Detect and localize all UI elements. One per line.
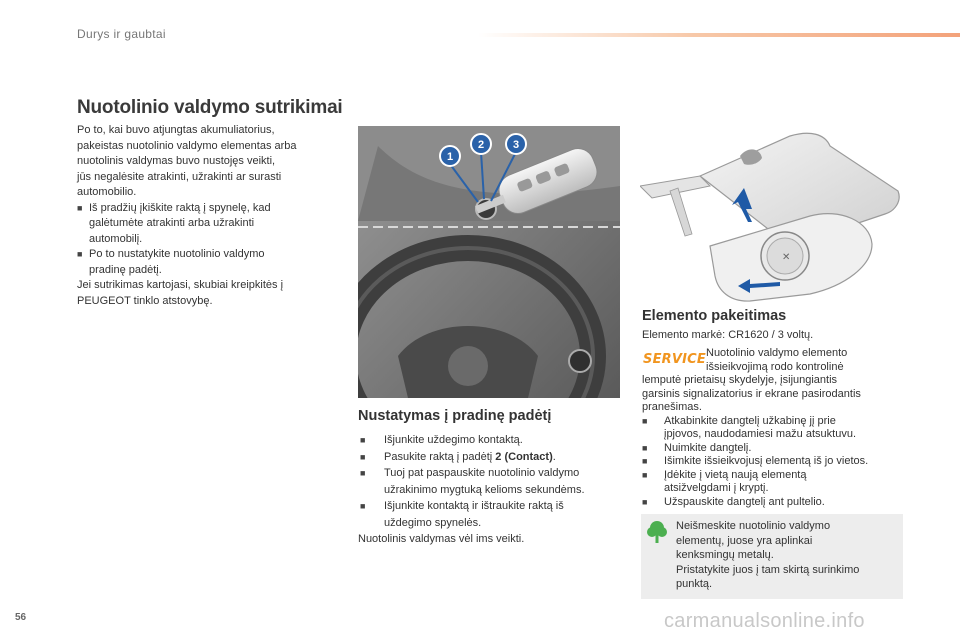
bullet-line: įpjovos, naudodamiesi mažu atsuktuvu. [664,428,856,440]
service-line: Nuotolinio valdymo elemento [706,347,848,359]
bullet-line: galėtumėte atrakinti arba užrakinti [89,217,255,229]
bullet-line-end: . [552,450,556,463]
header-accent-bar [478,33,960,37]
service-line: lemputė prietaisų skydelyje, įsijungiantis [642,374,838,386]
bullet-marker-icon: ■ [642,456,648,466]
reset-outro: Nuotolinis valdymas vėl ims veikti. [358,533,525,545]
intro-paragraph [77,123,337,201]
bullet-marker-icon: ■ [642,469,648,480]
bullet-marker-icon: ■ [642,415,648,426]
bullet-line: Užspauskite dangtelį ant pultelio. [664,495,825,508]
bullet-line: Išimkite išsieikvojusį elementą iš jo vietos. [664,455,869,467]
bullet-line: atsižvelgdami į kryptį. [664,482,769,494]
reset-section-title: Nustatymas į pradinę padėtį [358,408,552,424]
bullet-marker-icon: ■ [642,442,648,453]
battery-section-title: Elemento pakeitimas [642,308,787,324]
service-line: garsinis signalizatorius ir ekrane pasirodantis [642,387,861,400]
bullet-line: uždegimo spynelės. [384,516,482,529]
service-line: pranešimas. [642,401,702,413]
page-title: Nuotolinio valdymo sutrikimai [77,97,343,118]
tree-eco-icon [647,520,667,544]
note-line: Neišmeskite nuotolinio valdymo [676,520,831,532]
middle-bullet [358,432,623,449]
section-label: Durys ir gaubtai [77,27,166,41]
right-bullet [642,415,907,442]
key-position-label: 2 (Contact) [495,450,553,463]
callout-1-label: 1 [446,151,454,163]
bullet-line: Išjunkite kontaktą ir ištraukite raktą iš [384,500,564,512]
left-column [77,123,337,309]
bullet-line: Iš pradžių įkiškite raktą į spynelę, kad [89,201,271,214]
outro-line: Jei sutrikimas kartojasi, skubiai kreipkitės į [77,279,284,291]
note-line: elementų, juose yra aplinkai [676,534,813,547]
page-number: 56 [15,612,27,623]
bullet-line: Pasukite raktą į padėtį [384,450,496,463]
bullet-line: Tuoj pat paspauskite nuotolinio valdymo [384,467,580,479]
middle-bullet [358,449,623,466]
callout-2-label: 2 [477,139,485,151]
bullet-marker-icon: ■ [642,496,648,507]
outro-paragraph [77,278,337,309]
intro-line: Po to, kai buvo atjungtas akumuliatorius, [77,124,275,136]
bullet-line: automobilį. [89,232,143,245]
key-cover-drawing [640,126,905,306]
middle-column [358,432,623,548]
note-line: punktą. [676,578,713,590]
ignition-photo [358,126,620,398]
key-battery-illustration [640,126,905,306]
middle-bullet [358,465,623,498]
svg-text:✕: ✕ [782,252,791,263]
note-line: Pristatykite juos į tam skirtą surinkimo [676,563,860,576]
right-bullet [642,455,907,469]
bullet-marker-icon: ■ [360,501,366,511]
bullet-line: užrakinimo mygtuką kelioms sekundėms. [384,483,585,496]
watermark: carmanualsonline.info [664,610,865,632]
ignition-illustration [358,126,620,398]
callout-3-label: 3 [512,139,520,151]
middle-bullet [358,498,623,531]
outro-line: PEUGEOT tinklo atstovybę. [77,294,213,307]
note-text [676,519,898,592]
right-bullet [642,469,907,496]
bullet-marker-icon: ■ [77,202,83,213]
bullet-line: Atkabinkite dangtelį užkabinę jį prie [664,414,836,427]
intro-line: pakeistas nuotolinio valdymo elementas arba [77,139,297,152]
bullet-line: Po to nustatykite nuotolinio valdymo [89,248,265,260]
intro-line: nuotolinis valdymas buvo nustojęs veikti, [77,155,276,167]
right-bullet [642,442,907,456]
bullet-line: Išjunkite uždegimo kontaktą. [384,434,523,446]
bullet-marker-icon: ■ [77,249,83,259]
service-indicator [643,350,706,367]
left-bullet [77,247,337,278]
note-line: kenksmingų metalų. [676,549,774,561]
environment-note [641,514,903,599]
intro-line: jūs negalėsite atrakinti, užrakinti ar surasti [77,170,282,183]
right-bullet [642,496,907,510]
service-warning-icon: SERVICE [643,352,706,367]
service-text-a [706,346,906,374]
right-column-body [642,374,907,509]
service-line: išsieikvojimą rodo kontrolinė [706,361,844,373]
left-bullet [77,201,337,248]
bullet-line: pradinę padėtį. [89,263,162,276]
bullet-marker-icon: ■ [360,435,366,445]
bullet-line: Nuimkite dangtelį. [664,441,752,454]
bullet-marker-icon: ■ [360,451,366,462]
bullet-marker-icon: ■ [360,468,366,478]
battery-brand: Elemento markė: CR1620 / 3 voltų. [642,329,814,341]
intro-line: automobilio. [77,186,137,198]
bullet-line: Įdėkite į vietą naują elementą [664,468,807,481]
